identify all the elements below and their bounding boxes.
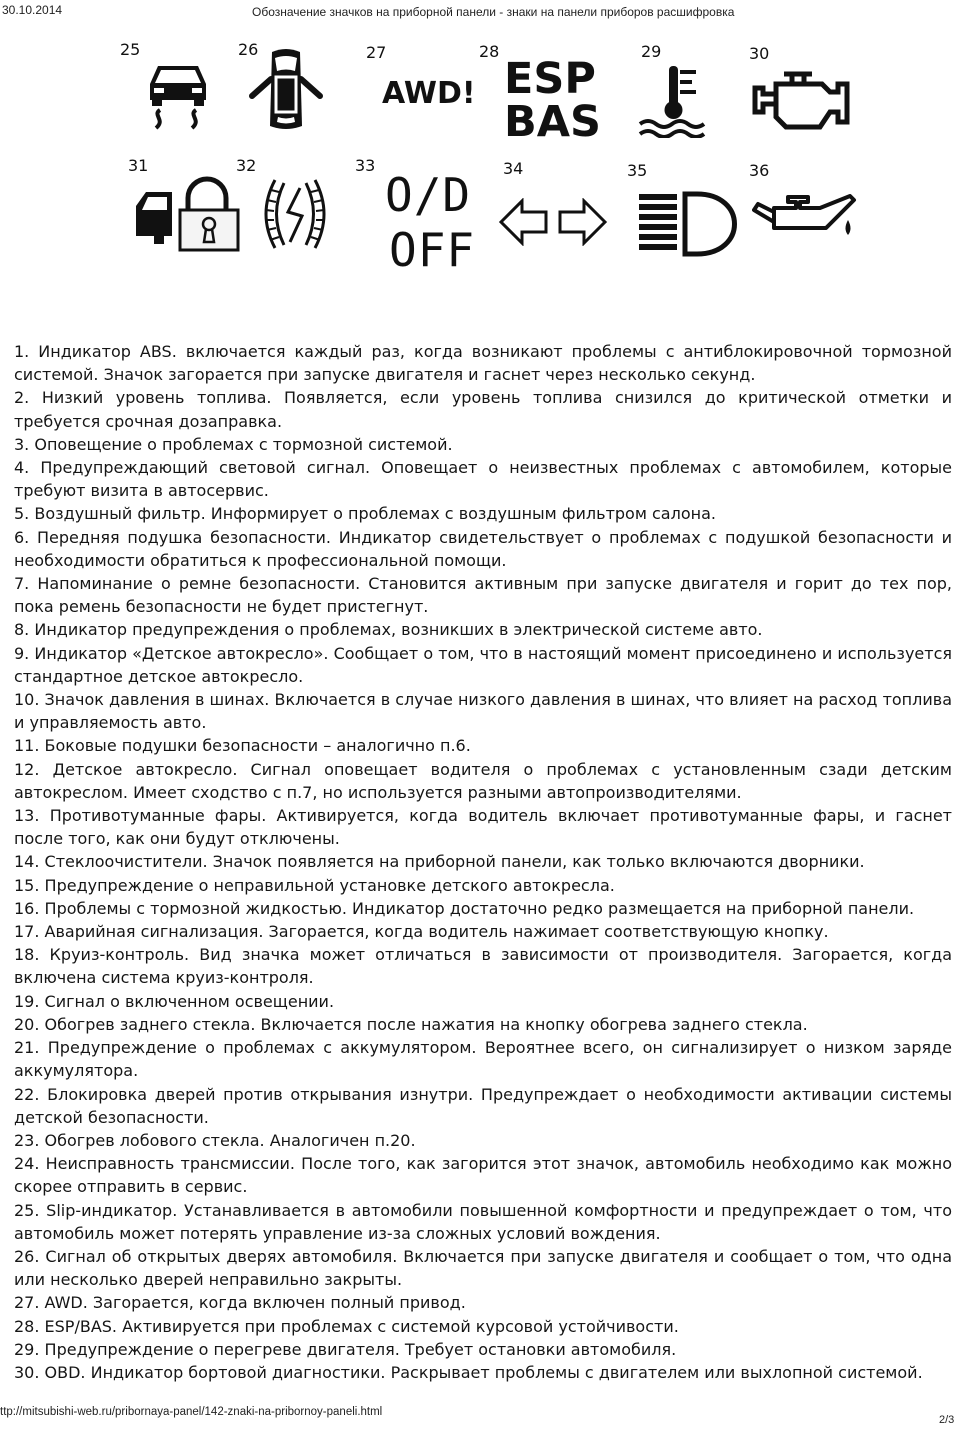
- list-item: 14. Стеклоочистители. Значок появляется на приборной панели, как только включаются дворники.: [14, 852, 865, 872]
- list-item: 8. Индикатор предупреждения о проблемах, возникших в электрической системе авто.: [14, 620, 763, 640]
- list-item: 17. Аварийная сигнализация. Загорается, когда водитель нажимает соответствующую кнопку.: [14, 922, 829, 942]
- esp-label: ESP: [504, 54, 596, 104]
- source-url: ttp://mitsubishi-web.ru/pribornaya-panel/142-znaki-na-pribornoy-paneli.html: [0, 1406, 383, 1418]
- list-item: 13. Противотуманные фары. Активируется, когда водитель включает противотуманные фары, и гаснет после того, как они будут отключены.: [14, 806, 952, 849]
- list-item: 26. Сигнал об открытых дверях автомобиля. Включается при запуске двигателя и сообщает о том, что одна или несколько дверей неправильно закрыты.: [14, 1246, 952, 1290]
- awd-icon: AWD!: [382, 76, 476, 111]
- icon-number: 27: [366, 43, 387, 62]
- slip-icon: [144, 60, 212, 130]
- list-item: 1. Индикатор ABS. включается каждый раз, когда возникают проблемы с антиблокировочной тормозной системой. Значок загорается при запуске двигателя и гаснет через несколько секунд.: [14, 342, 952, 385]
- list-item: 4. Предупреждающий световой сигнал. Оповещает о неизвестных проблемах с автомобилем, которые требуют визита в автосервис.: [14, 458, 952, 501]
- icon-number: 33: [355, 156, 376, 175]
- list-item: 5. Воздушный фильтр. Информирует о проблемах с воздушным фильтром салона.: [14, 504, 716, 524]
- list-item: 18. Круиз-контроль. Вид значка может отличаться в зависимости от производителя. Загорается, когда включена система круиз-контроля.: [14, 945, 952, 988]
- list-item: 30. OBD. Индикатор бортовой диагностики. Раскрывает проблемы с двигателем или выхлопной системой.: [14, 1362, 923, 1382]
- list-item: 24. Неисправность трансмиссии. После того, как загорится этот значок, автомобиль необходимо как можно скорее отправить в сервис.: [14, 1154, 952, 1197]
- engine-temperature-icon: [636, 62, 714, 138]
- icon-number: 29: [641, 42, 662, 61]
- list-item: 19. Сигнал о включенном освещении.: [14, 991, 335, 1011]
- page-number: 2/3: [939, 1414, 955, 1426]
- oil-pressure-icon: [752, 182, 860, 244]
- icon-number: 34: [503, 159, 524, 178]
- icon-number: 28: [479, 42, 500, 61]
- list-item: 11. Боковые подушки безопасности – аналогично п.6.: [14, 736, 471, 756]
- list-item: 20. Обогрев заднего стекла. Включается после нажатия на кнопку обогрева заднего стекла.: [14, 1014, 808, 1034]
- icon-number: 26: [238, 40, 259, 59]
- list-item: 7. Напоминание о ремне безопасности. Становится активным при запуске двигателя и горит до тех пор, пока ремень безопасности не будет пристегнут.: [14, 574, 952, 617]
- list-item: 10. Значок давления в шинах. Включается в случае низкого давления в шинах, что влияет на расход топлива и управляемость авто.: [14, 690, 952, 733]
- esp-bas-icon: [504, 54, 602, 147]
- legend-list: [14, 340, 952, 1384]
- list-item: 22. Блокировка дверей против открывания изнутри. Предупреждает о необходимости активации системы детской безопасности.: [14, 1084, 952, 1127]
- list-item: 2. Низкий уровень топлива. Появляется, если уровень топлива снизился до критической отметки и требуется срочная дозаправка.: [14, 388, 952, 431]
- list-item: 28. ESP/BAS. Активируется при проблемах с системой курсовой устойчивости.: [14, 1316, 679, 1336]
- list-item: 9. Индикатор «Детское автокресло». Сообщает о том, что в настоящий момент присоединено и используется стандартное детское автокресло.: [14, 643, 952, 686]
- list-item: 16. Проблемы с тормозной жидкостью. Индикатор достаточно редко размещается на приборной панели.: [14, 898, 915, 918]
- list-item: 3. Оповещение о проблемах с тормозной системой.: [14, 434, 453, 454]
- page-title: Обозначение значков на приборной панели - знаки на панели приборов расшифровка: [252, 5, 735, 19]
- open-doors-icon: [244, 46, 328, 132]
- icon-number: 31: [128, 156, 149, 175]
- print-date: 30.10.2014: [2, 3, 63, 17]
- icon-number: 36: [749, 161, 770, 180]
- list-item: 29. Предупреждение о перегреве двигателя. Требует остановки автомобиля.: [14, 1339, 677, 1359]
- list-item: 25. Slip-индикатор. Устанавливается в автомобили повышенной комфортности и предупреждает о том, что автомобиль может потерять управление из-за сложных условий вождения.: [14, 1200, 952, 1243]
- off-label: OFF: [389, 223, 476, 277]
- list-item: 6. Передняя подушка безопасности. Индикатор свидетельствует о проблемах с подушкой безопасности и необходимости обратиться к профессиональной помощи.: [14, 527, 952, 570]
- windshield-heat-icon: [257, 176, 333, 252]
- list-item: 15. Предупреждение о неправильной установке детского автокресла.: [14, 875, 615, 895]
- bas-label: BAS: [504, 97, 602, 147]
- list-item: 23. Обогрев лобового стекла. Аналогичен п.20.: [14, 1130, 416, 1150]
- turn-signal-arrows-icon: [498, 198, 608, 246]
- icon-number: 35: [627, 161, 648, 180]
- icon-number: 30: [749, 44, 770, 63]
- high-beam-icon: [639, 190, 741, 258]
- check-engine-icon: [750, 66, 852, 132]
- list-item: 27. AWD. Загорается, когда включен полный привод.: [14, 1293, 466, 1313]
- icon-number: 25: [120, 40, 141, 59]
- icon-number: 32: [236, 156, 257, 175]
- od-label: O/D: [385, 168, 472, 222]
- list-item: 21. Предупреждение о проблемах с аккумулятором. Вероятнее всего, он сигнализирует о низком заряде аккумулятора.: [14, 1038, 952, 1081]
- child-lock-icon: [134, 172, 242, 252]
- list-item: 12. Детское автокресло. Сигнал оповещает водителя о проблемах с установленным сзади детским автокреслом. Имеет сходство с п.7, но используется разными автопроизводителями.: [14, 759, 952, 802]
